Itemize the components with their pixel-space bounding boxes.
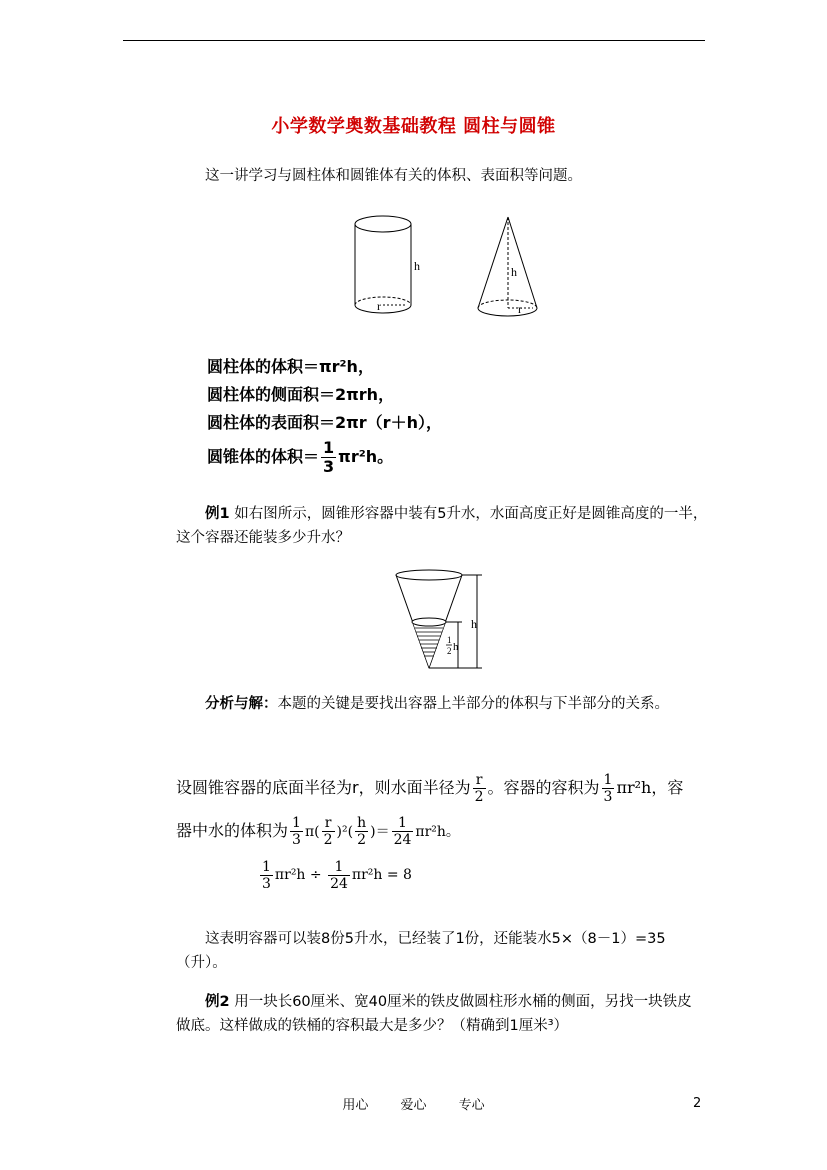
page-number: 2 — [693, 1096, 702, 1111]
footer-word: 用心 — [342, 1098, 369, 1113]
cone-container-figure — [392, 566, 492, 674]
solution-line1 — [176, 770, 683, 806]
cylinder-r-label: r — [377, 299, 381, 313]
page-title: 小学数学奥数基础教程 圆柱与圆锥 — [271, 116, 556, 137]
example1-line1 — [205, 502, 707, 526]
fraction-denominator: 3 — [262, 875, 271, 892]
water-fill — [412, 618, 446, 668]
fraction-numerator: r — [322, 816, 335, 832]
fraction-denominator: 3 — [323, 457, 335, 476]
example2-line2: 做底。这样做成的铁桶的容积最大是多少？（精确到1厘米³） — [176, 1018, 569, 1034]
fraction-numerator: h — [357, 815, 367, 831]
solution-text: 设圆锥容器的底面半径为r，则水面半径为 — [176, 778, 471, 797]
fraction-numerator: 1 — [323, 438, 335, 457]
solution-text: πr²h。 — [415, 824, 460, 840]
solution-text: πr²h ÷ — [274, 867, 322, 883]
example2-label: 例2 — [205, 994, 230, 1010]
intro-text: 这一讲学习与圆柱体和圆锥体有关的体积、表面积等问题。 — [205, 168, 582, 184]
analysis-paragraph — [205, 692, 669, 716]
fraction-denominator: 2 — [323, 832, 333, 848]
fraction-numerator: 1 — [392, 816, 414, 832]
example2-line1 — [205, 990, 692, 1014]
solution-text: πr²h，容 — [616, 778, 684, 797]
fraction-denominator: 2 — [357, 832, 367, 848]
fraction-denominator: 24 — [330, 875, 348, 892]
fraction-numerator: 1 — [292, 815, 301, 831]
footer — [0, 1094, 827, 1113]
example1-line2: 这个容器还能装多少升水？ — [176, 530, 350, 546]
fraction-denominator: 24 — [393, 832, 412, 848]
half-fraction-denominator: 2 — [447, 646, 452, 656]
fraction-numerator: 1 — [262, 858, 271, 875]
header-rule — [123, 40, 705, 41]
fraction-numerator: r — [473, 773, 486, 789]
example1-text-line1: 如右图所示，圆锥形容器中装有5升水，水面高度正好是圆锥高度的一半， — [234, 506, 708, 522]
conclusion-line1: 这表明容器可以装8份5升水，已经装了1份，还能装水5×（8－1）=35 — [205, 931, 666, 947]
formula-cylinder-surface-area-text: 圆柱体的表面积＝2πr（r＋h）， — [207, 413, 442, 432]
solution-line2 — [176, 813, 460, 850]
cone-shape — [478, 217, 537, 316]
half-h-label: h — [453, 641, 459, 653]
solution-text: )²( — [336, 824, 354, 840]
example1-label: 例1 — [205, 506, 230, 522]
fraction-denominator: 3 — [292, 832, 301, 848]
cone-h-label: h — [511, 265, 517, 279]
solution-text: 器中水的体积为 — [176, 821, 289, 840]
example2-text-line1: 用一块长60厘米、宽40厘米的铁皮做圆柱形水桶的侧面，另找一块铁皮 — [234, 994, 692, 1010]
formula-cone-suffix: πr²h。 — [338, 447, 394, 466]
fraction-numerator: 1 — [603, 772, 613, 788]
formula-cylinder-surface-area — [207, 408, 442, 438]
fraction-numerator: 1 — [328, 860, 350, 876]
formula-cone-prefix: 圆锥体的体积＝ — [207, 447, 320, 466]
solution-text: )＝ — [370, 824, 390, 840]
cone-r-label: r — [518, 302, 522, 316]
solution-text: 。容器的容积为 — [487, 778, 600, 797]
fraction-denominator: 3 — [603, 789, 613, 805]
formula-cone-volume — [207, 440, 393, 475]
cylinder-h-label: h — [414, 259, 420, 273]
footer-word: 专心 — [458, 1098, 485, 1113]
container-h-label: h — [471, 617, 477, 631]
analysis-label: 分析与解： — [205, 696, 278, 712]
solution-text: πr²h = 8 — [351, 867, 412, 883]
analysis-text: 本题的关键是要找出容器上半部分的体积与下半部分的关系。 — [277, 696, 669, 712]
formula-cylinder-lateral-area: 圆柱体的侧面积＝2πrh， — [207, 385, 395, 404]
cylinder-shape — [355, 216, 411, 313]
conclusion-line2: （升）。 — [176, 955, 227, 971]
footer-word: 爱心 — [400, 1098, 427, 1113]
solution-line3 — [258, 857, 412, 893]
formula-cylinder-volume: 圆柱体的体积＝πr²h， — [207, 357, 374, 376]
fraction-denominator: 2 — [474, 789, 484, 805]
cylinder-cone-figure — [340, 212, 550, 324]
solution-text: π( — [304, 824, 320, 840]
half-fraction-numerator: 1 — [447, 635, 452, 645]
